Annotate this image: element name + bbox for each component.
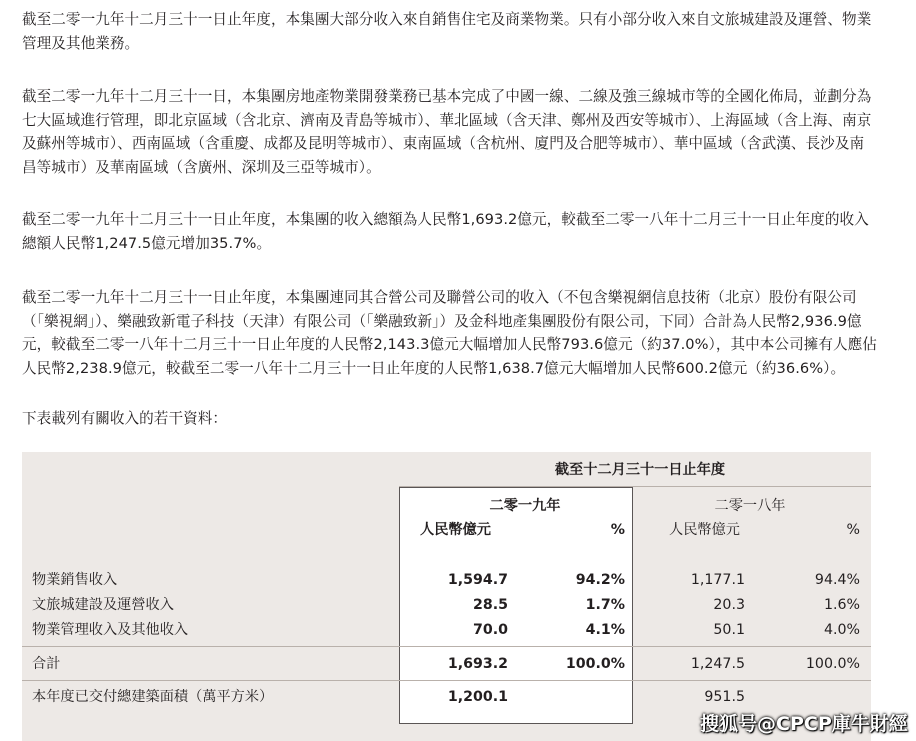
paragraph-jv-revenue: 截至二零一九年十二月三十一日止年度，本集團連同其合營公司及聯營公司的收入（不包含樂視網信息技術（北京）股份有限公司（「樂視網」）、樂融致新電子科技（天津）有限公司（「樂融致新」）及金科地產集團股份有限公司，下同）合計為人民幣2,936.9億元，較截至二零一八年十二月三十一日止年度的人民幣2,143.3億元大幅增加人民幣793.6億元（約37.0%），其中本公司擁有人應佔人民幣2,238.9億元，較截至二零一八年十二月三十一日止年度的人民幣1,638.7億元大幅增加人民幣600.2億元（約36.6%）。 bbox=[22, 289, 877, 377]
row-label-property-sales: 物業銷售收入 bbox=[32, 572, 118, 588]
total-value-2019: 1,693.2 bbox=[447, 656, 508, 672]
pct-2019: 94.2% bbox=[575, 572, 625, 588]
column-header-2018: 二零一八年 bbox=[714, 498, 786, 514]
pct-header-2018: % bbox=[846, 522, 860, 538]
value-2018: 1,177.1 bbox=[690, 572, 745, 588]
table-period-header: 截至十二月三十一日止年度 bbox=[554, 462, 726, 478]
pct-2018: 94.4% bbox=[814, 572, 860, 588]
row-label-cultural-tourism: 文旅城建設及運營收入 bbox=[32, 597, 174, 613]
row-label-property-management: 物業管理收入及其他收入 bbox=[32, 622, 189, 638]
gfa-value-2019: 1,200.1 bbox=[447, 689, 508, 705]
row-label-delivered-gfa: 本年度已交付總建築面積（萬平方米） bbox=[32, 689, 274, 705]
column-header-2019: 二零一九年 bbox=[489, 498, 561, 514]
paragraph-table-intro: 下表載列有關收入的若干資料： bbox=[22, 410, 228, 427]
watermark: 搜狐号@CPCP庫牛財經 bbox=[700, 713, 908, 735]
total-pct-2018: 100.0% bbox=[805, 656, 860, 672]
pct-2019: 1.7% bbox=[585, 597, 625, 613]
pct-2018: 1.6% bbox=[823, 597, 860, 613]
header-divider bbox=[399, 486, 871, 487]
total-divider-bottom bbox=[22, 680, 871, 681]
pct-2019: 4.1% bbox=[585, 622, 625, 638]
value-2018: 50.1 bbox=[713, 622, 745, 638]
row-label-total: 合計 bbox=[32, 656, 61, 672]
value-2019: 1,594.7 bbox=[447, 572, 508, 588]
total-pct-2019: 100.0% bbox=[565, 656, 625, 672]
paragraph-regional-layout: 截至二零一九年十二月三十一日，本集團房地產物業開發業務已基本完成了中國一線、二線及強三線城市等的全國化佈局，並劃分為七大區域進行管理，即北京區域（含北京、濟南及青島等城市）、華北區域（含天津、鄭州及西安等城市）、上海區域（含上海、南京及蘇州等城市）、西南區域（含重慶、成都及昆明等城市）、東南區域（含杭州、廈門及合肥等城市）、華中區域（含武漢、長沙及南昌等城市）及華南區域（含廣州、深圳及三亞等城市）。 bbox=[22, 88, 872, 176]
paragraph-revenue-sources: 截至二零一九年十二月三十一日止年度，本集團大部分收入來自銷售住宅及商業物業。只有小部分收入來自文旅城建設及運營、物業管理及其他業務。 bbox=[22, 11, 872, 52]
total-divider-top bbox=[22, 646, 871, 647]
value-2019: 70.0 bbox=[472, 622, 508, 638]
unit-header-2018: 人民幣億元 bbox=[669, 522, 740, 538]
total-value-2018: 1,247.5 bbox=[690, 656, 745, 672]
paragraph-total-revenue: 截至二零一九年十二月三十一日止年度，本集團的收入總額為人民幣1,693.2億元，較截至二零一八年十二月三十一日止年度的收入總額人民幣1,247.5億元增加35.7%。 bbox=[22, 211, 869, 252]
gfa-value-2018: 951.5 bbox=[704, 689, 745, 705]
value-2019: 28.5 bbox=[472, 597, 508, 613]
pct-2018: 4.0% bbox=[823, 622, 860, 638]
unit-header-2019: 人民幣億元 bbox=[420, 522, 491, 538]
pct-header-2019: % bbox=[610, 522, 625, 538]
value-2018: 20.3 bbox=[713, 597, 745, 613]
